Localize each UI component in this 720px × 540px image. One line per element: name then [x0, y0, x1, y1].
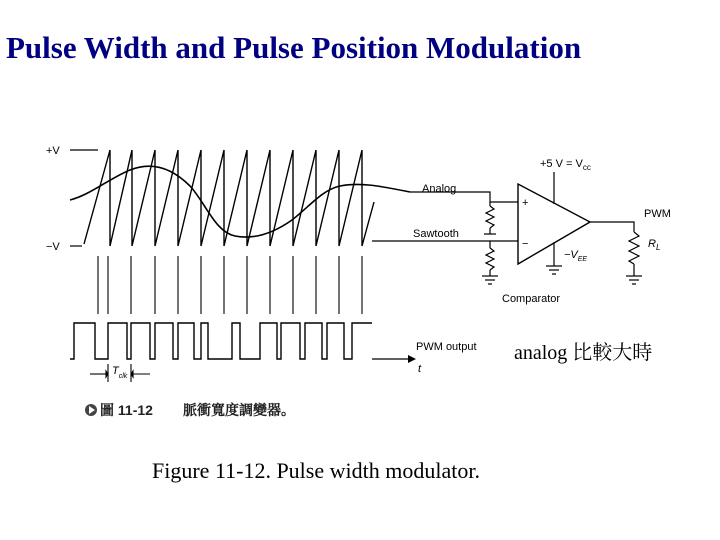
pwm-output-label: PWM output	[416, 341, 477, 353]
figure-caption: Figure 11-12. Pulse width modulator.	[152, 458, 480, 483]
vcc-label: +5 $V = V_{cc}$	[540, 158, 591, 172]
load-resistor	[590, 222, 642, 284]
minus-v-label: −V	[46, 241, 60, 253]
time-label: t	[418, 363, 422, 375]
slide-title: Pulse Width and Pulse Position Modulation	[6, 30, 582, 65]
sawtooth-waveform	[84, 150, 374, 246]
analog-label: Analog	[422, 183, 457, 195]
book-figure-number: 圖 11-12	[100, 402, 153, 418]
time-axis-arrow	[408, 355, 416, 363]
pwm-label: PWM	[644, 208, 671, 220]
rl-label: $R_L$	[648, 238, 661, 252]
analog-bias-resistor	[484, 202, 496, 234]
clock-tick-lines	[98, 256, 362, 314]
comparator-minus-sign: −	[522, 238, 529, 250]
plus-v-label: +V	[46, 145, 60, 157]
book-figure-text: 脈衝寬度調變器。	[183, 402, 295, 418]
pwm-output-waveform	[70, 323, 372, 359]
analog-note: analog 比較大時	[514, 342, 653, 364]
vee-label: $-V_{EE}$	[564, 249, 588, 263]
tclk-label: $T_{clk}$	[112, 365, 128, 380]
sawtooth-bias-resistor	[482, 241, 498, 284]
comparator-plus-sign: +	[522, 197, 529, 209]
sawtooth-label: Sawtooth	[413, 228, 459, 240]
comparator-label: Comparator	[502, 293, 561, 305]
